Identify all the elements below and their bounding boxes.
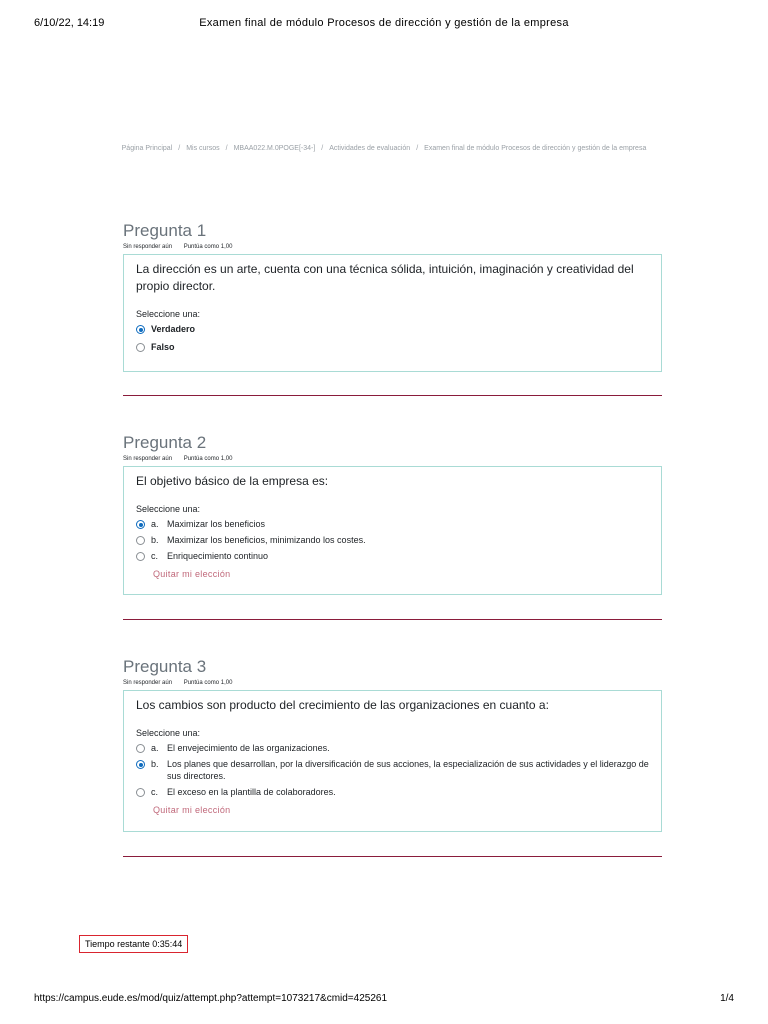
option-letter: a.	[151, 743, 159, 753]
option-label: Maximizar los beneficios	[167, 519, 266, 529]
breadcrumb-activities[interactable]: Actividades de evaluación	[329, 145, 411, 152]
radio-button-selected[interactable]	[136, 520, 145, 529]
breadcrumb-my-courses[interactable]: Mis cursos	[186, 145, 220, 152]
option-letter: b.	[151, 759, 159, 769]
question-divider	[123, 856, 662, 857]
option-true[interactable]	[136, 323, 649, 335]
question-points: Puntúa como 1,00	[183, 680, 233, 686]
question-box	[123, 690, 662, 832]
question-text: El objetivo básico de la empresa es:	[136, 474, 329, 488]
option-label: El exceso en la plantilla de colaboradores.	[167, 787, 336, 797]
radio-button[interactable]	[136, 343, 145, 352]
select-prompt: Seleccione una:	[136, 728, 201, 738]
breadcrumb-separator: /	[416, 145, 419, 152]
option-false[interactable]	[136, 341, 649, 353]
question-divider	[123, 395, 662, 396]
print-title: Examen final de módulo Procesos de dirección y gestión de la empresa	[199, 17, 569, 29]
clear-choice-link[interactable]: Quitar mi elección	[153, 569, 231, 579]
print-page-number: 1/4	[720, 993, 734, 1004]
option-letter: c.	[151, 551, 159, 561]
question-text: La dirección es un arte, cuenta con una técnica sólida, intuición, imaginación y creatividad del propio director.	[136, 262, 634, 293]
print-url: https://campus.eude.es/mod/quiz/attempt.php?attempt=1073217&cmid=425261	[34, 993, 388, 1004]
breadcrumb-separator: /	[178, 145, 181, 152]
option-label: Maximizar los beneficios, minimizando los costes.	[167, 535, 366, 545]
select-prompt: Seleccione una:	[136, 504, 201, 514]
breadcrumb-current-exam[interactable]: Examen final de módulo Procesos de dirección y gestión de la empresa	[424, 145, 647, 152]
radio-button[interactable]	[136, 536, 145, 545]
question-status: Sin responder aún	[123, 244, 173, 250]
breadcrumb-separator: /	[321, 145, 324, 152]
option-label: Los planes que desarrollan, por la diversificación de sus acciones, la especialización de sus actividades y el liderazgo de sus directores.	[167, 759, 649, 781]
radio-button[interactable]	[136, 744, 145, 753]
option-b[interactable]	[136, 534, 649, 546]
question-box	[123, 254, 662, 372]
option-letter: b.	[151, 535, 159, 545]
option-a[interactable]	[136, 742, 649, 754]
option-letter: a.	[151, 519, 159, 529]
option-label: El envejecimiento de las organizaciones.	[167, 743, 330, 753]
option-b[interactable]	[136, 758, 649, 782]
option-label: Verdadero	[151, 324, 196, 334]
option-letter: c.	[151, 787, 159, 797]
question-meta	[123, 680, 662, 688]
question-3	[123, 657, 662, 832]
breadcrumb-separator: /	[225, 145, 228, 152]
question-status: Sin responder aún	[123, 680, 173, 686]
question-divider	[123, 619, 662, 620]
print-date: 6/10/22, 14:19	[34, 17, 105, 29]
question-1	[123, 221, 662, 372]
option-label: Falso	[151, 342, 175, 352]
question-points: Puntúa como 1,00	[183, 244, 233, 250]
time-remaining-badge: Tiempo restante 0:35:44	[79, 935, 188, 953]
breadcrumb-home[interactable]: Página Principal	[121, 145, 173, 152]
select-prompt: Seleccione una:	[136, 309, 201, 319]
question-meta	[123, 244, 662, 252]
radio-button-selected[interactable]	[136, 760, 145, 769]
question-title: Pregunta 1	[123, 221, 207, 240]
question-text: Los cambios son producto del crecimiento de las organizaciones en cuanto a:	[136, 698, 549, 712]
question-title: Pregunta 2	[123, 433, 207, 452]
option-c[interactable]	[136, 786, 649, 798]
question-status: Sin responder aún	[123, 456, 173, 462]
radio-button[interactable]	[136, 788, 145, 797]
question-2	[123, 433, 662, 595]
radio-button-selected[interactable]	[136, 325, 145, 334]
question-box	[123, 466, 662, 595]
option-a[interactable]	[136, 518, 649, 530]
question-meta	[123, 456, 662, 464]
breadcrumb-course[interactable]: MBAA022.M.0POGE[-34-]	[233, 145, 316, 152]
option-label: Enriquecimiento continuo	[167, 551, 269, 561]
breadcrumb	[0, 145, 768, 152]
radio-button[interactable]	[136, 552, 145, 561]
option-c[interactable]	[136, 550, 649, 562]
question-points: Puntúa como 1,00	[183, 456, 233, 462]
question-title: Pregunta 3	[123, 657, 207, 676]
clear-choice-link[interactable]: Quitar mi elección	[153, 805, 231, 815]
